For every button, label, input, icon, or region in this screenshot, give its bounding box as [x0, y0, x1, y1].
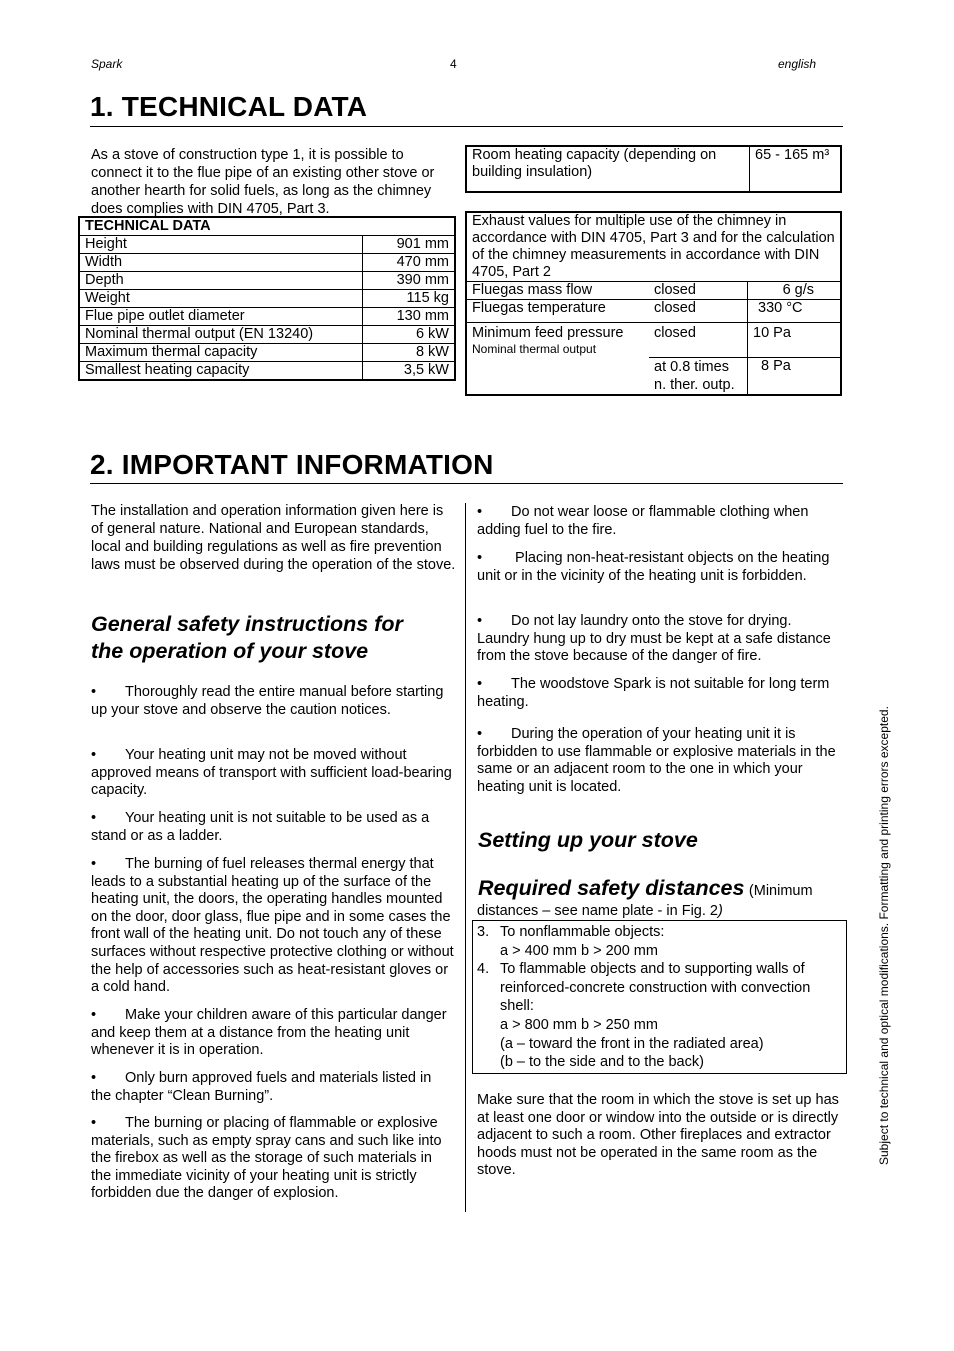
bullet-item: • The woodstove Spark is not suitable for long term heating.	[477, 676, 830, 710]
row-condition: closed	[649, 282, 748, 300]
row-value: 115 kg	[363, 290, 456, 308]
bullet-item: • Do not wear loose or flammable clothing when adding fuel to the fire.	[477, 504, 809, 538]
distances-heading: Required safety distances	[478, 876, 745, 900]
distance-item: 3. To nonflammable objects: a > 400 mm b > 200 mm	[477, 924, 665, 959]
bullet-item: • During the operation of your heating unit it is forbidden to use flammable or explosive materials in the same or an adjacent room to the one in which your heating unit is located.	[477, 726, 836, 795]
row-label: Minimum feed pressure	[472, 325, 624, 341]
row-condition: closed	[649, 323, 748, 358]
row-value: 8 kW	[363, 344, 456, 362]
row-condition: at 0.8 times n. ther. outp.	[649, 358, 748, 396]
row-label: Maximum thermal capacity	[79, 344, 363, 362]
table-row	[79, 236, 455, 254]
header-page-number: 4	[450, 57, 457, 71]
row-label: Smallest heating capacity	[79, 362, 363, 381]
row-label: Weight	[79, 290, 363, 308]
table-row	[79, 308, 455, 326]
bullet-item: • Your heating unit is not suitable to be used as a stand or as a ladder.	[91, 810, 430, 844]
row-value: 6 g/s	[748, 282, 842, 300]
row-label: Height	[79, 236, 363, 254]
distances-heading-line	[478, 875, 848, 904]
row-value: 901 mm	[363, 236, 456, 254]
row-label: Fluegas temperature	[466, 300, 649, 323]
row-label: Nominal thermal output (EN 13240)	[79, 326, 363, 344]
room-heating-label: Room heating capacity (depending on building insulation)	[466, 146, 750, 192]
row-label: Width	[79, 254, 363, 272]
row-value: 3,5 kW	[363, 362, 456, 381]
room-heating-value: 65 - 165 m³	[750, 146, 842, 192]
bullet-item: • Do not lay laundry onto the stove for drying. Laundry hung up to dry must be kept at a safe distance from the stove because of the danger of fire.	[477, 613, 831, 665]
title-rule	[90, 483, 843, 484]
row-sublabel: Nominal thermal output	[472, 342, 597, 356]
row-value: 330 °C	[748, 300, 842, 323]
important-intro: The installation and operation information given here is of general nature. National and European standards, local and building regulations as well as fire prevention laws must be observed during the operation of the stove.	[91, 503, 456, 573]
distances-note-end: )	[718, 903, 723, 919]
table-row	[79, 326, 455, 344]
safety-distances-box	[472, 920, 847, 1074]
row-label: Fluegas mass flow	[466, 282, 649, 300]
row-value: 390 mm	[363, 272, 456, 290]
bullet-item: • Placing non-heat-resistant objects on the heating unit or in the vicinity of the heating unit is forbidden.	[477, 550, 830, 584]
technical-data-table	[78, 216, 456, 381]
exhaust-values-table	[465, 211, 842, 396]
safety-heading: General safety instructions for the operation of your stove	[91, 612, 403, 663]
table-row	[79, 272, 455, 290]
section-title-technical-data: 1. TECHNICAL DATA	[90, 91, 368, 122]
title-rule	[90, 126, 843, 127]
technical-intro: As a stove of construction type 1, it is possible to connect it to the flue pipe of an existing other stove or another hearth for solid fuels, as long as the chimney does complies with DIN 4705, Part 3.	[91, 147, 435, 217]
room-heating-table	[465, 145, 842, 193]
row-value: 10 Pa	[748, 323, 842, 358]
room-note: Make sure that the room in which the stove is set up has at least one door or window into the outside or is directly adjacent to such a room. Other fireplaces and extractor hoods must not be operated in the same room as the stove.	[477, 1092, 839, 1179]
bullet-item: • Your heating unit may not be moved without approved means of transport with sufficient load-bearing capacity.	[91, 747, 452, 799]
distances-note	[477, 902, 847, 920]
technical-data-table-header: TECHNICAL DATA	[79, 217, 455, 236]
setup-heading: Setting up your stove	[478, 828, 698, 852]
header-doc-name: Spark	[91, 57, 123, 71]
table-row	[79, 362, 455, 381]
table-row	[466, 323, 841, 358]
table-row	[79, 254, 455, 272]
row-label: Flue pipe outlet diameter	[79, 308, 363, 326]
table-row	[79, 344, 455, 362]
row-value: 470 mm	[363, 254, 456, 272]
section-title-important-information: 2. IMPORTANT INFORMATION	[90, 449, 494, 480]
exhaust-table-header: Exhaust values for multiple use of the chimney in accordance with DIN 4705, Part 3 and for the calculation of the chimney measurements in accordance with DIN 4705, Part 2	[466, 212, 841, 282]
table-row	[79, 290, 455, 308]
bullet-item: • The burning of fuel releases thermal energy that leads to a substantial heating up of the surface of the heating unit, the doors, the operating handles mounted on the door, door glass, flue pipe and in some cases the front wall of the heating unit. Do not touch any of these surfaces without respective protective clothing or without the help of accessories such as heat-resistant gloves or a cold hand.	[91, 856, 454, 996]
row-value: 130 mm	[363, 308, 456, 326]
column-divider	[465, 503, 466, 1212]
bullet-item: • Only burn approved fuels and materials listed in the chapter “Clean Burning”.	[91, 1070, 432, 1104]
row-value: 6 kW	[363, 326, 456, 344]
distance-item: 4. To flammable objects and to supporting walls of reinforced-concrete construction with convection shell: a > 800 mm b > 250 mm (a – toward the front in the radiated area) (b – to the side and to the back)	[477, 961, 811, 1071]
distances-note-start: (Minimum	[748, 883, 813, 899]
table-row	[466, 300, 841, 323]
side-disclaimer: Subject to technical and optical modifications. Formatting and printing errors excepted.	[877, 706, 891, 1165]
distances-note-text: distances – see name plate - in Fig. 2	[477, 903, 718, 919]
row-label: Depth	[79, 272, 363, 290]
bullet-item: • The burning or placing of flammable or explosive materials, such as empty spray cans and such like into the firebox as well as the storage of such materials in the immediate vicinity of your heating unit is strictly forbidden due the danger of explosion.	[91, 1115, 442, 1202]
row-value: 8 Pa	[748, 358, 842, 396]
bullet-item: • Make your children aware of this particular danger and keep them at a distance from the heating unit whenever it is in operation.	[91, 1007, 447, 1059]
table-row	[466, 282, 841, 300]
bullet-item: • Thoroughly read the entire manual before starting up your stove and observe the caution notices.	[91, 684, 444, 718]
row-condition: closed	[649, 300, 748, 323]
header-language: english	[778, 57, 817, 71]
